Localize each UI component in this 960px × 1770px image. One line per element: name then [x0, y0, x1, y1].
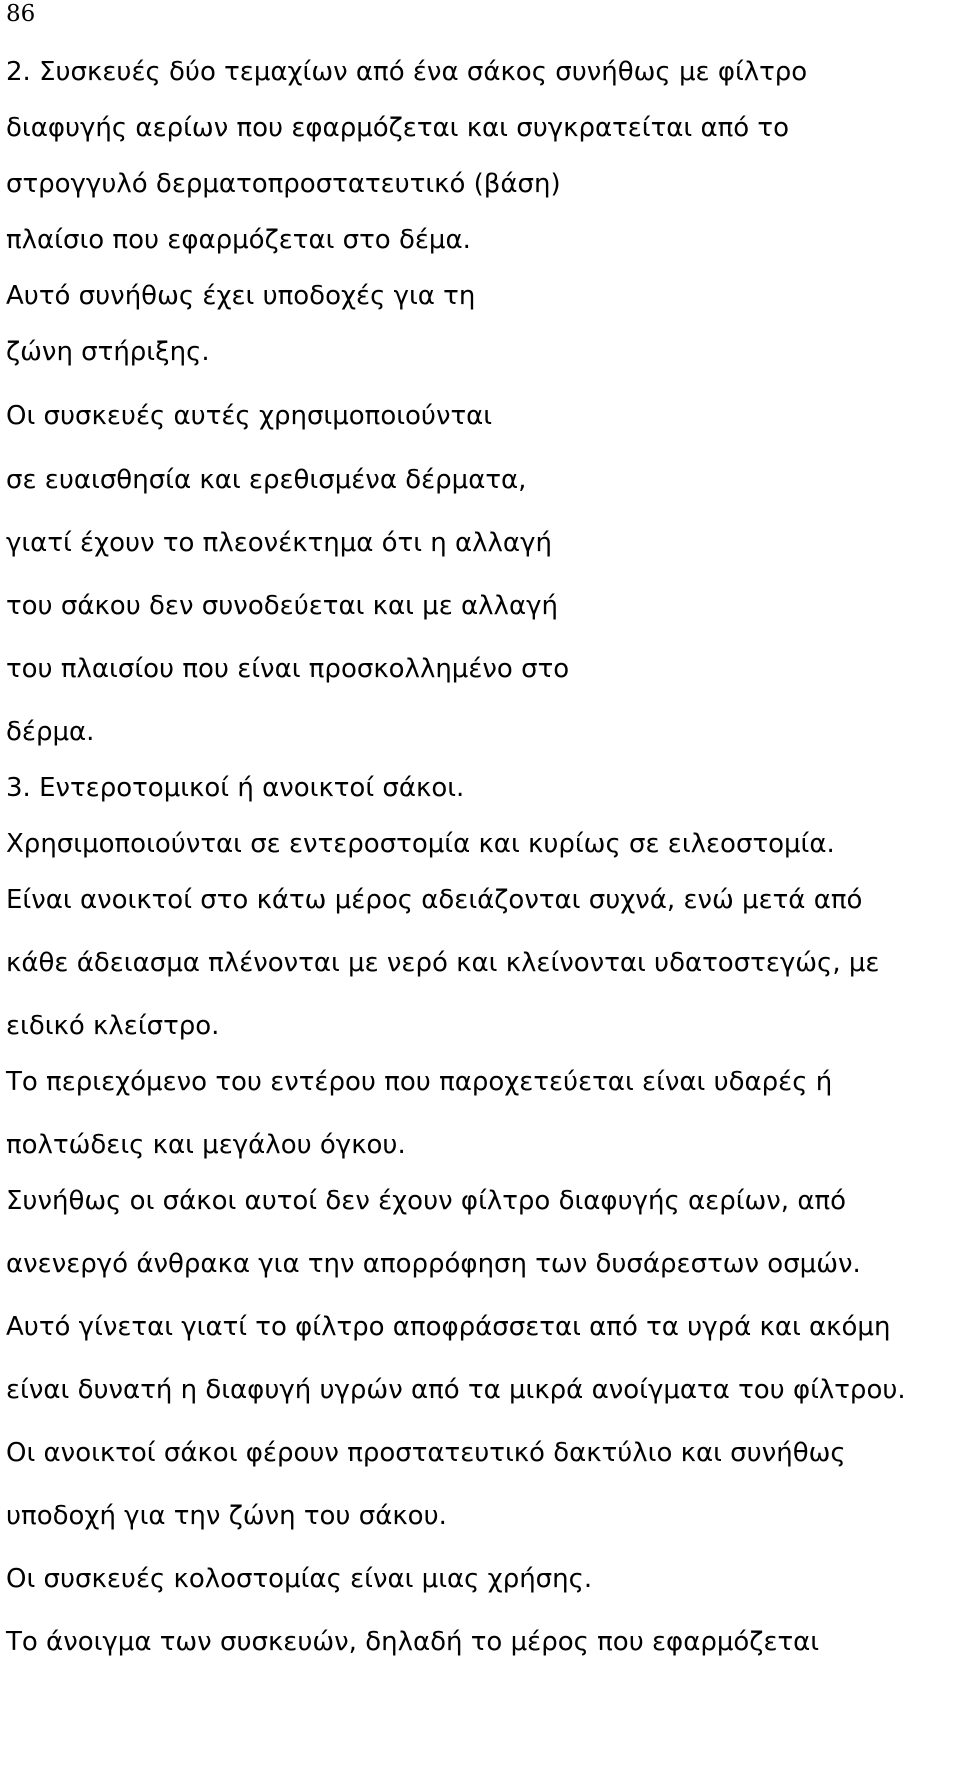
text-line: Οι ανοικτοί σάκοι φέρουν προστατευτικό δακτύλιο και συνήθως [6, 1438, 846, 1468]
text-line: γιατί έχουν το πλεονέκτημα ότι η αλλαγή [6, 528, 552, 558]
text-line: ανενεργό άνθρακα για την απορρόφηση των δυσάρεστων οσμών. [6, 1249, 861, 1279]
text-line: υποδοχή για την ζώνη του σάκου. [6, 1501, 447, 1531]
text-line: του πλαισίου που είναι προσκολλημένο στο [6, 654, 570, 684]
text-line: ειδικό κλείστρο. [6, 1011, 220, 1041]
text-line: κάθε άδειασμα πλένονται με νερό και κλείνονται υδατοστεγώς, με [6, 948, 880, 978]
text-line: Χρησιμοποιούνται σε εντεροστομία και κυρίως σε ειλεοστομία. [6, 829, 835, 859]
text-line: Είναι ανοικτοί στο κάτω μέρος αδειάζονται συχνά, ενώ μετά από [6, 885, 863, 915]
text-line: διαφυγής αερίων που εφαρμόζεται και συγκρατείται από το [6, 113, 789, 143]
page-number: 86 [6, 1, 36, 27]
text-line: πλαίσιο που εφαρμόζεται στο δέμα. [6, 225, 471, 255]
text-line: Οι συσκευές κολοστομίας είναι μιας χρήσης. [6, 1564, 593, 1594]
text-line: Αυτό γίνεται γιατί το φίλτρο αποφράσσεται από τα υγρά και ακόμη [6, 1312, 891, 1342]
text-line: 2. Συσκευές δύο τεμαχίων από ένα σάκος συνήθως με φίλτρο [6, 57, 808, 87]
text-line: 3. Εντεροτομικοί ή ανοικτοί σάκοι. [6, 773, 465, 803]
text-line: Το περιεχόμενο του εντέρου που παροχετεύεται είναι υδαρές ή [6, 1067, 833, 1097]
text-line: Το άνοιγμα των συσκευών, δηλαδή το μέρος που εφαρμόζεται [6, 1627, 820, 1657]
text-line: δέρμα. [6, 717, 95, 747]
text-line: Αυτό συνήθως έχει υποδοχές για τη [6, 281, 476, 311]
text-line: ζώνη στήριξης. [6, 337, 210, 367]
text-line: σε ευαισθησία και ερεθισμένα δέρματα, [6, 465, 527, 495]
text-line: του σάκου δεν συνοδεύεται και με αλλαγή [6, 591, 558, 621]
text-line: πολτώδεις και μεγάλου όγκου. [6, 1130, 406, 1160]
text-line: στρογγυλό δερματοπροστατευτικό (βάση) [6, 169, 561, 199]
text-line: Συνήθως οι σάκοι αυτοί δεν έχουν φίλτρο διαφυγής αερίων, από [6, 1186, 847, 1216]
text-line: Οι συσκευές αυτές χρησιμοποιούνται [6, 401, 493, 431]
text-line: είναι δυνατή η διαφυγή υγρών από τα μικρά ανοίγματα του φίλτρου. [6, 1375, 906, 1405]
